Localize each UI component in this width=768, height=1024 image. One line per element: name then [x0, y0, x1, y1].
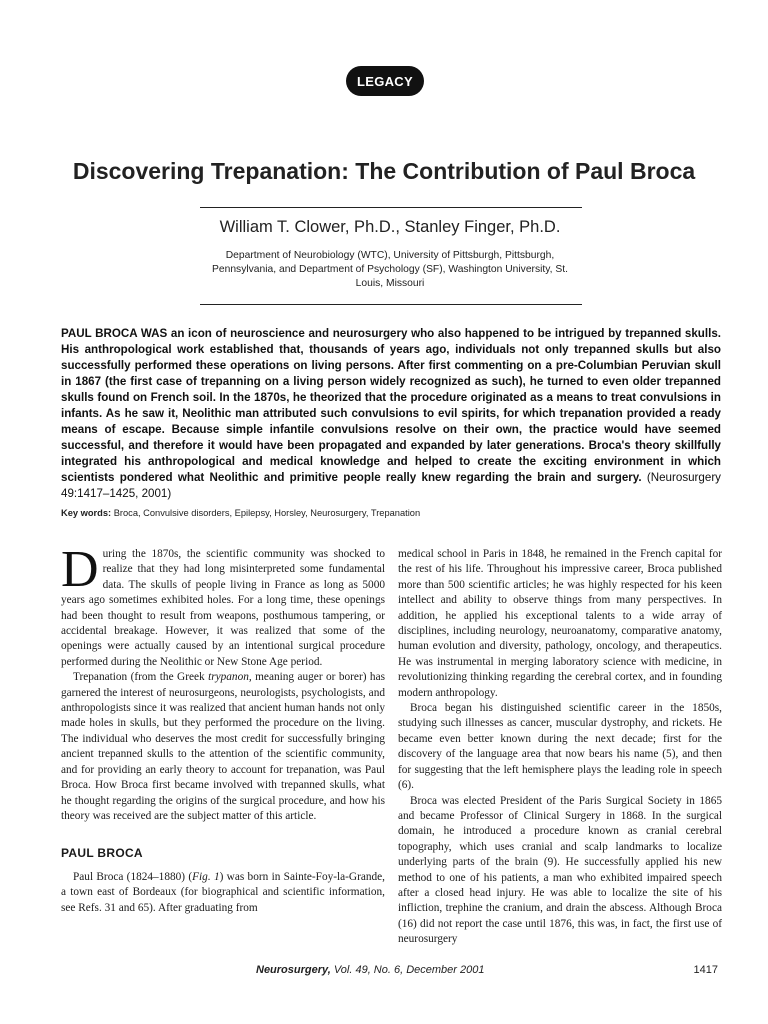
- body-paragraph-5: Broca began his distinguished scientific career in the 1850s, studying such illnesses as cancer, muscular dystrophy, and rickets. He became even better known during the next decade; first for the discovery of the language area that now bears his name (5), and then for suggesting that the left hemisphere plays the leading role in speech (6).: [398, 702, 722, 792]
- body-column-left: [61, 541, 386, 916]
- page-number: 1417: [693, 964, 718, 976]
- paragraph-3-text-a: Paul Broca (1824–1880) (: [73, 870, 193, 883]
- drop-cap: D: [61, 541, 99, 598]
- body-paragraph-6: Broca was elected President of the Paris Surgical Society in 1865 and became Professor of Clinical Surgery in 1868. In the surgical domain, he introduced a procedure known as cranial cerebral topography, which uses cranial and scalp landmarks to localize underlying parts of the brain (9). He successfully applied his new method to one of his patients, a man who exhibited impaired speech after a closed head injury. He was able to localize the site of his infliction, trephine the cranium, and drain the abscess. Although Broca (16) did not report the case until 1876, this was, in fact, the first use of neurosurgery: [398, 794, 722, 946]
- affiliation: [0, 249, 768, 291]
- greek-term: trypanon,: [208, 671, 252, 684]
- body-paragraph-1: [61, 541, 385, 670]
- body-column-right: [398, 547, 722, 948]
- title-divider-top: [200, 207, 582, 208]
- abstract-citation: (Neurosurgery 49:1417–1425, 2001): [61, 471, 721, 500]
- body-paragraph-3: [61, 870, 385, 916]
- journal-name: Neurosurgery,: [256, 964, 331, 976]
- title-divider-bottom: [200, 304, 582, 305]
- section-heading: PAUL BROCA: [61, 846, 143, 861]
- section-badge: LEGACY: [346, 66, 424, 96]
- page-footer: [0, 964, 768, 984]
- figure-link[interactable]: Fig. 1: [192, 870, 220, 883]
- body-paragraph-2: [61, 670, 385, 824]
- article-title: Discovering Trepanation: The Contribution of Paul Broca: [72, 158, 696, 184]
- journal-citation: [256, 964, 484, 976]
- keywords-label: Key words:: [61, 508, 112, 518]
- paragraph-1-text: uring the 1870s, the scientific community was shocked to realize that they had long misinterpreted some fundamental data. The skulls of people living in France as long as 5000 years ago sometimes exhibited holes. For a long time, these openings had been thought to result from weapons, posthumous tampering, or accidental breakage. However, it was realized that some of the openings were actually caused by an intentional surgical procedure performed during the Neolithic or New Stone Age period.: [61, 548, 385, 668]
- affiliation-text: Department of Neurobiology (WTC), University of Pittsburgh, Pittsburgh, Pennsylvania, and Department of Psychology (SF), Washington University, St. Louis, Missouri: [212, 250, 568, 289]
- body-paragraph-4: medical school in Paris in 1848, he remained in the French capital for the rest of his life. Throughout his impressive career, Broca published more than 500 scientific articles; he was highly respected for his keen intellect and ability to observe things from many perspectives. In addition, he applied his exceptional talents to a wide array of disciplines, including neurology, neuroanatomy, comparative anatomy, human evolution and diversity, pathology, oncology, and therapeutics. He was instrumental in merging laboratory science with medicine, in revolutionizing thinking regarding the cerebral cortex, and in founding modern anthropology.: [398, 548, 722, 699]
- authors: William T. Clower, Ph.D., Stanley Finger, Ph.D.: [219, 218, 561, 236]
- paragraph-3-text-b: ) was born in Sainte-Foy-la-Grande, a town east of Bordeaux (for biographical and scientific information, see Refs. 31 and 65). After graduating from: [61, 870, 386, 914]
- keywords: [61, 508, 721, 518]
- keywords-list: Broca, Convulsive disorders, Epilepsy, Horsley, Neurosurgery, Trepanation: [113, 508, 421, 518]
- paragraph-2-text-a: Trepanation (from the Greek: [73, 671, 209, 684]
- journal-issue: Vol. 49, No. 6, December 2001: [333, 964, 485, 976]
- abstract: [61, 326, 721, 502]
- paragraph-2-text-b: meaning auger or borer) has garnered the interest of neurosurgeons, neurologists, psychologists, and anthropologists since it was realized that ancient human hands not only made holes in skulls, but they performed the procedure on the living. The individual who deserves the most credit for successfully bringing ancient trepanned skulls to the attention of the scientific community, and for providing an early theory to account for trepanation, was Paul Broca. How Broca first became involved with trepanned skulls, what he thought regarding the origins of the surgical procedure, and how his theory was received are the subject matter of this article.: [61, 671, 385, 822]
- abstract-text: PAUL BROCA WAS an icon of neuroscience and neurosurgery who also happened to be intrigued by trepanned skulls. His anthropological work established that, thousands of years ago, individuals not only trepanned skulls but also successfully performed these operations on living persons. After first commenting on a pre-Columbian Peruvian skull in 1867 (the first case of trepanning on a living person widely recognized as such), he turned to even older trepanned skulls found on French soil. In the 1870s, he theorized that the procedure originated as a means to treat convulsions in infants. As he saw it, Neolithic man attributed such convulsions to evil spirits, for which trepanation provided a ready means of escape. Because simple infantile convulsions resolve on their own, the practice would have seemed successful, and therefore it would have been propagated and expanded by later generations. Broca's theory skillfully integrated his anthropological and medical knowledge and helped to create the exciting environment in which scientists pondered what Neolithic and primitive people really knew regarding the brain and surgery.: [61, 327, 721, 484]
